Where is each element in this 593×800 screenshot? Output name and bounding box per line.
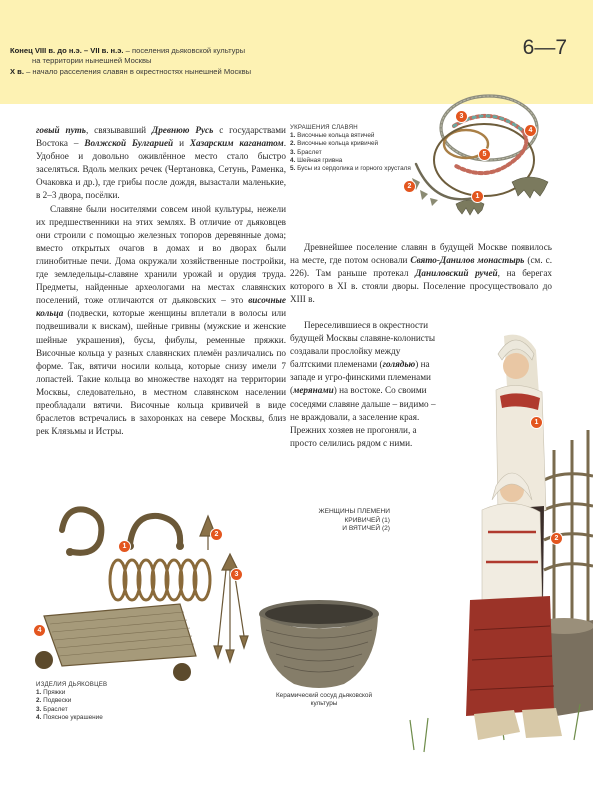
women-caption: ЖЕНЩИНЫ ПЛЕМЕНИ КРИВИЧЕЙ (1) И ВЯТИЧЕЙ (2): [318, 508, 390, 532]
marker-2: 2: [550, 532, 563, 545]
marker-1: 1: [118, 540, 131, 553]
slavic-jewelry-illustration: [394, 86, 564, 236]
dyakovo-artifacts-illustration: [30, 496, 270, 682]
text-column-right-top: [290, 241, 552, 306]
marker-2: 2: [210, 528, 223, 541]
dyakovo-caption: ИЗДЕЛИЯ ДЬЯКОВЦЕВ 1. Пряжки 2. Подвески 3. Браслет 4. Поясное украшение: [36, 681, 108, 721]
pot-caption: Керамический сосуд дьяковской культуры: [275, 692, 373, 708]
paragraph: Древнейшее поселение славян в будущей Москве появилось на месте, где потом основали Свято-Данилов монастырь (см. с. 226). Там раньше протекал Даниловский ручей, на берегах которого в XI в. стояли дворы. Поселение просуществовало до XIII в.: [290, 242, 552, 305]
marker-3: 3: [455, 110, 468, 123]
marker-5: 5: [478, 148, 491, 161]
marker-4: 4: [33, 624, 46, 637]
paragraph: Переселившиеся в окрестности будущей Москвы славяне-колонисты создавали прослойку между балтскими племенами (голядью) на западе и угро-финскими племенами (мерянами) на востоке. Со своими соседями славяне дальше – видимо – не враждовали, а заселение края. Прежних хозяев не прогоняли, а просто селились рядом с ними.: [290, 320, 436, 448]
marker-1: 1: [471, 190, 484, 203]
marker-4: 4: [524, 124, 537, 137]
paragraph: говый путь, связывавший Древнюю Русь с государствами Востока – Волжской Булгарией и Хазарским каганатом. Удобное и довольно оживлённое место стало быстро заселяться. Вдоль мелких речек (Чертановка, Сетунь, Раменка, Очаковка и др.), где грибы после дождя, вызастали маленькие, в 2–3 двора, посёлки.: [36, 125, 286, 201]
timeline-line-3: X в. – начало расселения славян в окрестностях нынешней Москвы: [10, 67, 252, 76]
timeline-line-1: Конец VIII в. до н.э. – VII в. н.э. – поселения дьяковской культуры: [10, 46, 246, 55]
page-number: 6—7: [522, 36, 567, 59]
marker-3: 3: [230, 568, 243, 581]
ceramic-pot-illustration: [254, 596, 384, 692]
jewelry-caption: УКРАШЕНИЯ СЛАВЯН 1. Височные кольца вятичей 2. Височные кольца кривичей 3. Браслет 4. Шейная гривна 5. Бусы из сердолика и горного хрусталя: [290, 124, 411, 173]
text-column-left: [36, 124, 286, 438]
slavic-women-illustration: [404, 300, 593, 790]
marker-2: 2: [403, 180, 416, 193]
marker-1: 1: [530, 416, 543, 429]
paragraph: Славяне были носителями совсем иной культуры, нежели их предшественники на этих землях. В отличие от дьяковцев они строили с помощью железных топоров деревянные дома; вместо открытых очагов в домах и во дворах были глинобитные печи. Дома окружали хозяйственные постройки, где земледельцы-славяне хранили урожай и орудия труда. Предметы, найденные археологами на местах славянских поселений, тоже отличаются от дьяковских – это височные кольца (подвески, которые женщины вплетали в волосы или подвешивали к вискам), шейные гривны (мужские и женские шейные украшения), бусы, фибулы, ременные пряжки. Височные кольца у разных славянских племён различались по форме. Так, вятичи носили кольца, которые снизу имели 7 лопастей. Такие кольца во множестве находят на территории Москвы, следовательно, в местном славянском населении преобладали вятичи. Височные кольца кривичей в виде браслетов встречались в захоронках на севере Москвы, близ рек Клязьмы и Истры.: [36, 203, 286, 437]
timeline-line-2: на территории нынешней Москвы: [32, 56, 152, 65]
